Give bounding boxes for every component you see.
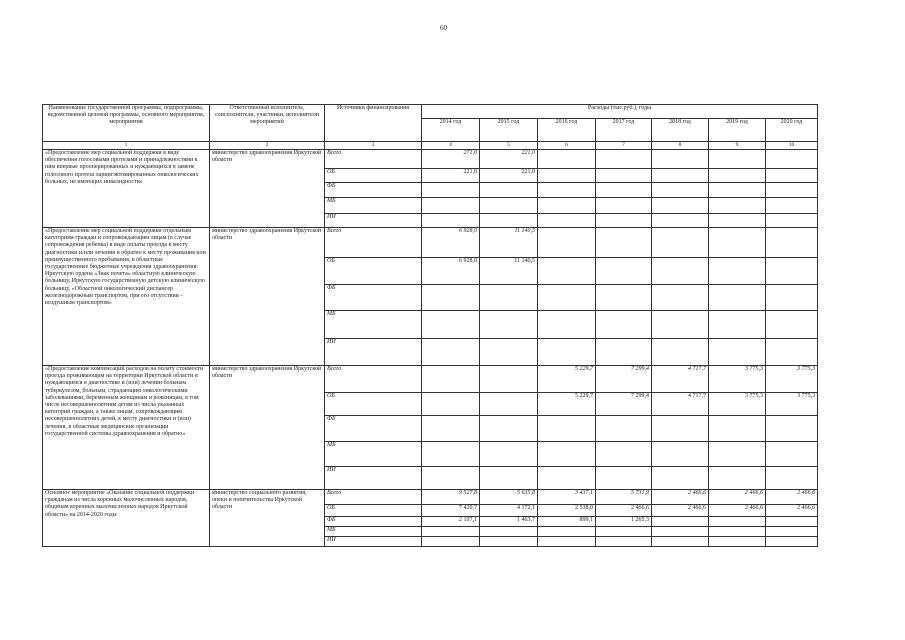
amount-cell — [596, 537, 652, 547]
amount-cell: 3 775,3 — [766, 393, 818, 416]
amount-cell — [766, 169, 818, 183]
amount-cell — [538, 339, 596, 366]
amount-cell — [709, 150, 766, 169]
amount-cell: 6 928,0 — [422, 258, 480, 285]
amount-cell — [709, 285, 766, 311]
amount-cell: 221,0 — [480, 150, 538, 169]
amount-cell: 2 466,6 — [652, 505, 709, 517]
amount-cell: 11 140,5 — [480, 258, 538, 285]
table-row — [43, 366, 818, 393]
amount-cell — [709, 517, 766, 527]
amount-cell — [422, 537, 480, 547]
column-number-row — [43, 142, 818, 150]
amount-cell — [709, 228, 766, 258]
amount-cell — [596, 527, 652, 537]
amount-cell — [480, 527, 538, 537]
amount-cell — [596, 169, 652, 183]
amount-cell — [652, 442, 709, 467]
funding-source: ФБ — [325, 416, 422, 442]
amount-cell: 899,1 — [538, 517, 596, 527]
funding-source: ИИ — [325, 214, 422, 228]
amount-cell — [709, 442, 766, 467]
header-expenses: Расходы (тыс.руб.), годы — [422, 105, 818, 119]
amount-cell — [766, 527, 818, 537]
amount-cell — [538, 311, 596, 339]
amount-cell — [652, 258, 709, 285]
amount-cell — [596, 150, 652, 169]
table-row — [43, 150, 818, 169]
amount-cell — [538, 228, 596, 258]
amount-cell — [538, 285, 596, 311]
amount-cell — [766, 228, 818, 258]
header-year: 2016 год — [538, 119, 596, 142]
amount-cell — [766, 537, 818, 547]
amount-cell — [596, 258, 652, 285]
column-number: 10 — [766, 142, 818, 150]
amount-cell — [422, 285, 480, 311]
amount-cell — [766, 442, 818, 467]
amount-cell — [652, 228, 709, 258]
amount-cell — [766, 214, 818, 228]
amount-cell — [422, 311, 480, 339]
amount-cell — [480, 537, 538, 547]
amount-cell — [766, 416, 818, 442]
column-number: 1 — [43, 142, 210, 150]
table-row — [43, 490, 818, 505]
funding-source: ФБ — [325, 517, 422, 527]
amount-cell — [766, 150, 818, 169]
amount-cell — [709, 311, 766, 339]
amount-cell — [480, 198, 538, 214]
amount-cell — [596, 467, 652, 490]
page-number: 60 — [440, 24, 447, 32]
amount-cell — [480, 339, 538, 366]
amount-cell — [652, 537, 709, 547]
amount-cell: 1 265,3 — [596, 517, 652, 527]
amount-cell — [538, 169, 596, 183]
amount-cell — [596, 285, 652, 311]
amount-cell — [538, 416, 596, 442]
header-name: Наименование государственной программы, подпрограммы, ведомственной целевой программы, основного мероприятия, мероприятия — [43, 105, 210, 142]
program-name: Основное мероприятие «Оказание социальной поддержки гражданам из числа коренных малочисленных народов, общинам коренных малочисленных народов Иркутской области» на 2014-2020 годы — [43, 490, 210, 547]
amount-cell: 2 466,6 — [652, 490, 709, 505]
amount-cell — [422, 183, 480, 198]
amount-cell: 221,0 — [422, 169, 480, 183]
funding-source: ФБ — [325, 285, 422, 311]
amount-cell: 5 229,7 — [538, 393, 596, 416]
amount-cell: 4 172,1 — [480, 505, 538, 517]
amount-cell — [538, 258, 596, 285]
amount-cell — [652, 339, 709, 366]
funding-source: Всего — [325, 150, 422, 169]
amount-cell — [422, 214, 480, 228]
amount-cell: 4 717,7 — [652, 393, 709, 416]
funding-source: ОБ — [325, 169, 422, 183]
amount-cell — [652, 285, 709, 311]
amount-cell: 2 466,6 — [766, 505, 818, 517]
amount-cell: 3 437,1 — [538, 490, 596, 505]
amount-cell — [596, 198, 652, 214]
amount-cell: 2 466,6 — [766, 490, 818, 505]
header-year: 2019 год — [709, 119, 766, 142]
amount-cell — [480, 416, 538, 442]
funding-source: Всего — [325, 366, 422, 393]
funding-source: ИИ — [325, 339, 422, 366]
amount-cell — [596, 214, 652, 228]
amount-cell — [596, 183, 652, 198]
executor-name: министерство здравоохранения Иркутской области — [210, 228, 325, 366]
amount-cell — [709, 527, 766, 537]
executor-name: министерство социального развития, опеки и попечительства Иркутской области — [210, 490, 325, 547]
amount-cell — [766, 311, 818, 339]
funding-source: МБ — [325, 311, 422, 339]
amount-cell — [538, 527, 596, 537]
amount-cell — [709, 467, 766, 490]
amount-cell: 5 635,8 — [480, 490, 538, 505]
funding-source: ИИ — [325, 467, 422, 490]
amount-cell — [538, 214, 596, 228]
amount-cell — [766, 198, 818, 214]
funding-source: ФБ — [325, 183, 422, 198]
amount-cell: 2 107,1 — [422, 517, 480, 527]
header-year: 2020 год — [766, 119, 818, 142]
table-row — [43, 228, 818, 258]
amount-cell: 11 140,5 — [480, 228, 538, 258]
amount-cell — [709, 416, 766, 442]
column-number: 9 — [709, 142, 766, 150]
amount-cell — [596, 416, 652, 442]
header-year: 2017 год — [596, 119, 652, 142]
amount-cell — [422, 366, 480, 393]
funding-source: МБ — [325, 527, 422, 537]
amount-cell — [766, 285, 818, 311]
amount-cell — [652, 467, 709, 490]
amount-cell — [480, 366, 538, 393]
amount-cell — [709, 258, 766, 285]
funding-source: ОБ — [325, 393, 422, 416]
amount-cell — [422, 416, 480, 442]
amount-cell: 2 538,0 — [538, 505, 596, 517]
amount-cell — [538, 537, 596, 547]
executor-name: министерство здравоохранения Иркутской области — [210, 366, 325, 490]
amount-cell — [480, 467, 538, 490]
amount-cell — [652, 150, 709, 169]
amount-cell — [538, 467, 596, 490]
column-number: 8 — [652, 142, 709, 150]
amount-cell — [709, 198, 766, 214]
amount-cell — [709, 214, 766, 228]
amount-cell — [422, 393, 480, 416]
amount-cell — [596, 339, 652, 366]
header-year: 2018 год — [652, 119, 709, 142]
header-executor: Ответственный исполнитель, соисполнители, участники, исполнители мероприятий — [210, 105, 325, 142]
amount-cell — [538, 442, 596, 467]
amount-cell — [480, 183, 538, 198]
amount-cell: 3 775,3 — [766, 366, 818, 393]
amount-cell: 5 229,7 — [538, 366, 596, 393]
executor-name: министерство здравоохранения Иркутской области — [210, 150, 325, 228]
funding-source: ИИ — [325, 537, 422, 547]
amount-cell — [652, 214, 709, 228]
amount-cell — [422, 527, 480, 537]
amount-cell — [480, 311, 538, 339]
amount-cell — [709, 339, 766, 366]
funding-source: ОБ — [325, 505, 422, 517]
amount-cell — [422, 198, 480, 214]
funding-source: Всего — [325, 228, 422, 258]
amount-cell — [422, 339, 480, 366]
amount-cell — [652, 169, 709, 183]
amount-cell — [596, 228, 652, 258]
column-number: 4 — [422, 142, 480, 150]
table-body — [43, 150, 818, 547]
amount-cell: 5 731,9 — [596, 490, 652, 505]
column-number: 6 — [538, 142, 596, 150]
amount-cell — [538, 150, 596, 169]
amount-cell — [652, 311, 709, 339]
amount-cell: 3 775,3 — [709, 366, 766, 393]
header-year: 2014 год — [422, 119, 480, 142]
amount-cell: 1 463,7 — [480, 517, 538, 527]
amount-cell — [652, 527, 709, 537]
amount-cell: 221,0 — [480, 169, 538, 183]
amount-cell — [652, 198, 709, 214]
amount-cell — [709, 169, 766, 183]
amount-cell — [766, 339, 818, 366]
program-name: «Предоставление компенсаций расходов на оплату стоимости проезда проживающим на территории Иркутской области и нуждающимся в диагностике и (или) лечении больным туберкулезом, больным, страдающим онкологическими заболеваниями, беременным женщинам и роженицам, в том числе несовершеннолетним детям из числа указанных категорий граждан, а также лицам, сопровождающим несовершеннолетних детей, к месту диагностики и (или) лечения, в областные медицинские организации государственной системы здравоохранения и обратно» — [43, 366, 210, 490]
amount-cell: 2 466,6 — [596, 505, 652, 517]
amount-cell — [422, 467, 480, 490]
funding-source: Всего — [325, 490, 422, 505]
amount-cell — [480, 442, 538, 467]
header-year: 2015 год — [480, 119, 538, 142]
amount-cell — [480, 285, 538, 311]
amount-cell — [766, 517, 818, 527]
program-name: «Предоставление мер социальной поддержки в виде обеспечения голосовыми протезами и принадлежностями к ним впервые прооперированных и нуждающихся в замене голосового протеза ларингэктомированных онкологических больных, не имеющих инвалидности» — [43, 150, 210, 228]
amount-cell — [766, 258, 818, 285]
amount-cell: 3 775,3 — [709, 393, 766, 416]
amount-cell: 9 527,8 — [422, 490, 480, 505]
amount-cell — [652, 183, 709, 198]
header-source: Источники финансирования — [325, 105, 422, 142]
amount-cell: 2 466,6 — [709, 505, 766, 517]
amount-cell — [766, 467, 818, 490]
amount-cell — [766, 183, 818, 198]
table-header — [43, 105, 818, 150]
amount-cell — [652, 416, 709, 442]
column-number: 5 — [480, 142, 538, 150]
amount-cell — [480, 393, 538, 416]
funding-source: МБ — [325, 442, 422, 467]
amount-cell — [596, 311, 652, 339]
amount-cell — [422, 442, 480, 467]
amount-cell: 6 928,0 — [422, 228, 480, 258]
column-number: 7 — [596, 142, 652, 150]
column-number: 3 — [325, 142, 422, 150]
amount-cell: 7 299,4 — [596, 393, 652, 416]
program-name: «Предоставление мер социальной поддержки отдельным категориям граждан и сопровождающим лицам (в случае сопровождения ребенка) в виде оплаты проезда к месту диагностики и/или лечения и обратно к месту проживания или преимущественного пребывания, в областные государственные бюджетные учреждения здравоохранения: Иркутскую ордена «Знак почета» областную клиническую больницу, Иркутскую государственную детскую клиническую больницу, «Областной онкологический диспансер железнодорожным транспортом, при его отсутствии - воздушным транспортом» — [43, 228, 210, 366]
amount-cell: 2 466,6 — [709, 490, 766, 505]
amount-cell — [480, 214, 538, 228]
funding-source: МБ — [325, 198, 422, 214]
amount-cell: 7 299,4 — [596, 366, 652, 393]
amount-cell: 4 717,7 — [652, 366, 709, 393]
budget-table — [42, 104, 818, 547]
amount-cell — [538, 198, 596, 214]
amount-cell: 271,0 — [422, 150, 480, 169]
amount-cell: 7 420,7 — [422, 505, 480, 517]
amount-cell — [652, 517, 709, 527]
amount-cell — [538, 183, 596, 198]
column-number: 2 — [210, 142, 325, 150]
amount-cell — [596, 442, 652, 467]
amount-cell — [709, 183, 766, 198]
amount-cell — [709, 537, 766, 547]
funding-source: ОБ — [325, 258, 422, 285]
